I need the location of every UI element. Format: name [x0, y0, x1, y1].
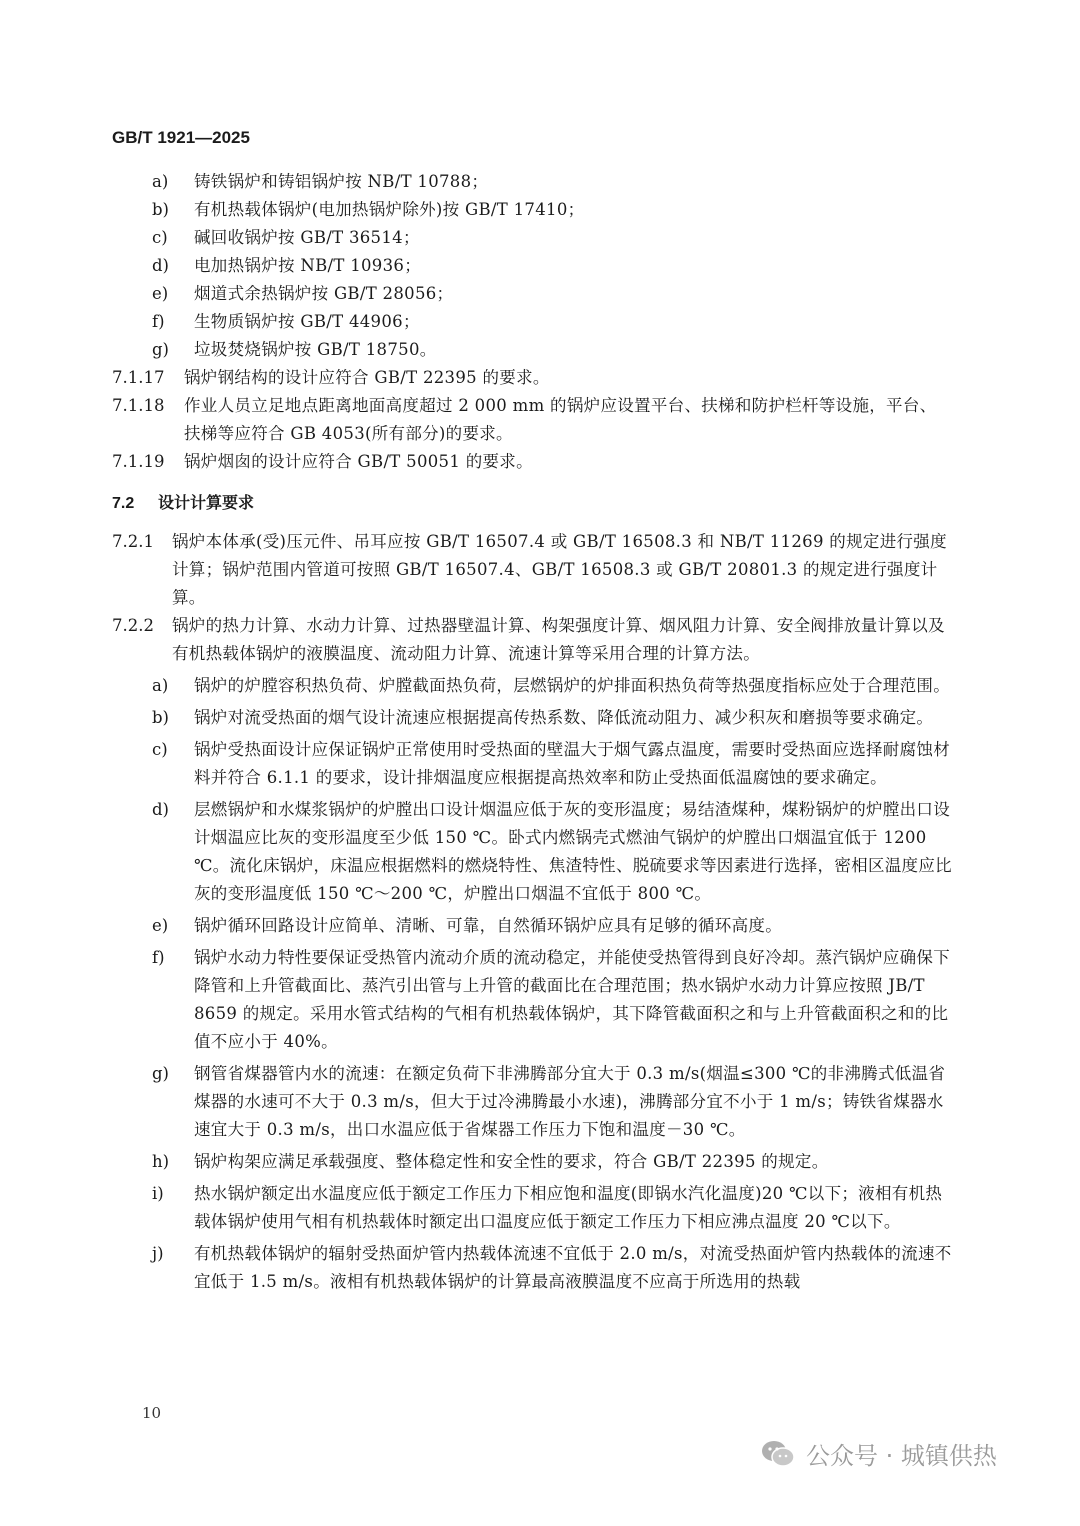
list-item — [112, 308, 952, 336]
item-label: d) — [152, 800, 169, 819]
clause-7-2-2 — [112, 612, 952, 668]
item-label: d) — [152, 256, 169, 275]
standard-id: GB/T 1921—2025 — [112, 128, 250, 147]
clause-number: 7.1.17 — [112, 368, 165, 387]
list-item — [112, 168, 952, 196]
item-text: 有机热载体锅炉(电加热锅炉除外)按 GB/T 17410； — [194, 200, 585, 219]
item-text: 锅炉对流受热面的烟气设计流速应根据提高传热系数、降低流动阻力、减少积灰和磨损等要求确定。 — [194, 708, 934, 727]
list-item — [112, 1240, 952, 1296]
item-label: e) — [152, 916, 169, 935]
item-text: 锅炉水动力特性要保证受热管内流动介质的流动稳定，并能使受热管得到良好冷却。蒸汽锅炉应确保下降管和上升管截面比、蒸汽引出管与上升管的截面比在合理范围；热水锅炉水动力计算应按照 JB/T 8659 的规定。采用水管式结构的气相有机热载体锅炉，其下降管截面积之和与上升管截面积之和的比值不应小于 40%。 — [194, 948, 950, 1051]
item-text: 锅炉受热面设计应保证锅炉正常使用时受热面的壁温大于烟气露点温度，需要时受热面应选择耐腐蚀材料并符合 6.1.1 的要求，设计排烟温度应根据提高热效率和防止受热面低温腐蚀的要求确定。 — [194, 740, 950, 787]
item-label: a) — [152, 172, 169, 191]
item-label: e) — [152, 284, 169, 303]
list-item — [112, 1180, 952, 1236]
list-item — [112, 280, 952, 308]
item-label: j) — [152, 1244, 164, 1263]
clause-7-1-17 — [112, 364, 952, 392]
list-item — [112, 672, 952, 700]
section-title: 设计计算要求 — [158, 495, 255, 512]
item-text: 热水锅炉额定出水温度应低于额定工作压力下相应饱和温度(即锅水汽化温度)20 ℃以下；液相有机热载体锅炉使用气相有机热载体时额定出口温度应低于额定工作压力下相应沸点温度 20 ℃以下。 — [194, 1184, 943, 1231]
clause-number: 7.2.2 — [112, 616, 154, 635]
watermark — [760, 1436, 997, 1471]
clause-text: 锅炉本体承(受)压元件、吊耳应按 GB/T 16507.4 或 GB/T 16508.3 和 NB/T 11269 的规定进行强度计算；锅炉范围内管道可按照 GB/T 16507.4、GB/T 16508.3 或 GB/T 20801.3 的规定进行强度计算。 — [172, 532, 947, 607]
list-item — [112, 736, 952, 792]
list-item — [112, 912, 952, 940]
item-text: 垃圾焚烧锅炉按 GB/T 18750。 — [194, 340, 437, 359]
list-a — [112, 168, 952, 364]
clause-7-1-18 — [112, 392, 952, 448]
item-text: 锅炉循环回路设计应简单、清晰、可靠，自然循环锅炉应具有足够的循环高度。 — [194, 916, 782, 935]
item-text: 生物质锅炉按 GB/T 44906； — [194, 312, 420, 331]
item-text: 铸铁锅炉和铸铝锅炉按 NB/T 10788； — [194, 172, 489, 191]
clause-text: 锅炉钢结构的设计应符合 GB/T 22395 的要求。 — [184, 368, 550, 387]
item-text: 锅炉构架应满足承载强度、整体稳定性和安全性的要求，符合 GB/T 22395 的规定。 — [194, 1152, 829, 1171]
list-item — [112, 944, 952, 1056]
clause-7-1-19 — [112, 448, 952, 476]
wechat-icon — [760, 1439, 796, 1469]
clause-number: 7.1.18 — [112, 396, 165, 415]
item-label: f) — [152, 312, 165, 331]
list-item — [112, 796, 952, 908]
clause-text: 作业人员立足地点距离地面高度超过 2 000 mm 的锅炉应设置平台、扶梯和防护栏杆等设施，平台、扶梯等应符合 GB 4053(所有部分)的要求。 — [184, 396, 937, 443]
watermark-text: 公众号 · 城镇供热 — [806, 1442, 997, 1470]
item-text: 锅炉的炉膛容积热负荷、炉膛截面热负荷，层燃锅炉的炉排面积热负荷等热强度指标应处于合理范围。 — [194, 676, 950, 695]
item-text: 有机热载体锅炉的辐射受热面炉管内热载体流速不宜低于 2.0 m/s，对流受热面炉管内热载体的流速不宜低于 1.5 m/s。液相有机热载体锅炉的计算最高液膜温度不应高于所选用的热载 — [194, 1244, 952, 1291]
list-item — [112, 336, 952, 364]
list-item — [112, 1148, 952, 1176]
item-text: 烟道式余热锅炉按 GB/T 28056； — [194, 284, 454, 303]
item-label: g) — [152, 1064, 169, 1083]
list-item — [112, 252, 952, 280]
item-label: c) — [152, 740, 168, 759]
clause-text: 锅炉烟囱的设计应符合 GB/T 50051 的要求。 — [184, 452, 533, 471]
item-label: b) — [152, 200, 169, 219]
clause-number: 7.2.1 — [112, 532, 154, 551]
document-body — [112, 168, 952, 1296]
list-item — [112, 196, 952, 224]
clause-text: 锅炉的热力计算、水动力计算、过热器壁温计算、构架强度计算、烟风阻力计算、安全阀排放量计算以及有机热载体锅炉的液膜温度、流动阻力计算、流速计算等采用合理的计算方法。 — [172, 616, 945, 663]
list-item — [112, 704, 952, 732]
item-label: c) — [152, 228, 168, 247]
item-label: i) — [152, 1184, 164, 1203]
section-number: 7.2 — [112, 495, 135, 512]
list-b — [112, 672, 952, 1296]
item-label: h) — [152, 1152, 170, 1171]
item-label: g) — [152, 340, 169, 359]
clause-7-2-1 — [112, 528, 952, 612]
item-text: 钢管省煤器管内水的流速：在额定负荷下非沸腾部分宜大于 0.3 m/s(烟温≤300 ℃的非沸腾式低温省煤器的水速可不大于 0.3 m/s，但大于过冷沸腾最小水速)，沸腾部分宜不小于 1 m/s；铸铁省煤器水速宜大于 0.3 m/s，出口水温应低于省煤器工作压力下饱和温度－30 ℃。 — [194, 1064, 946, 1139]
list-item — [112, 224, 952, 252]
item-label: b) — [152, 708, 169, 727]
section-heading — [112, 490, 952, 518]
list-item — [112, 1060, 952, 1144]
page-number: 10 — [142, 1404, 162, 1422]
item-label: f) — [152, 948, 165, 967]
clause-number: 7.1.19 — [112, 452, 165, 471]
item-label: a) — [152, 676, 169, 695]
item-text: 层燃锅炉和水煤浆锅炉的炉膛出口设计烟温应低于灰的变形温度；易结渣煤种，煤粉锅炉的炉膛出口设计烟温应比灰的变形温度至少低 150 ℃。卧式内燃锅壳式燃油气锅炉的炉膛出口烟温宜低于 1200 ℃。流化床锅炉，床温应根据燃料的燃烧特性、焦渣特性、脱硫要求等因素进行选择，密相区温度应比灰的变形温度低 150 ℃～200 ℃，炉膛出口烟温不宜低于 800 ℃。 — [194, 800, 952, 903]
item-text: 电加热锅炉按 NB/T 10936； — [194, 256, 422, 275]
item-text: 碱回收锅炉按 GB/T 36514； — [194, 228, 420, 247]
